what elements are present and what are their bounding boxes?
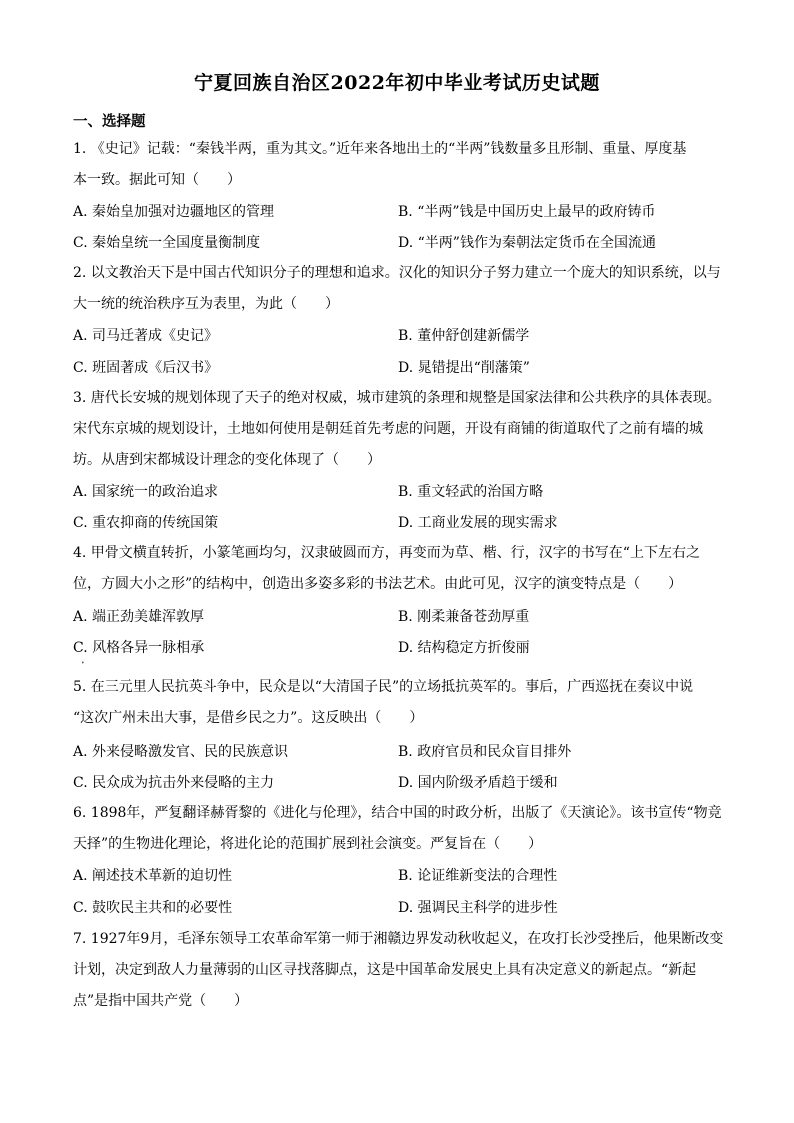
question-line: 天择”的生物进化理论，将进化论的范围扩展到社会演变。严复旨在（ ） [73, 836, 543, 852]
question-line: 2. 以文教治天下是中国古代知识分子的理想和追求。汉化的知识分子努力建立一个庞大的知识系统，以与 [73, 265, 721, 281]
question-line: 本一致。据此可知（ ） [73, 172, 241, 188]
option-b: B. “半两”钱是中国历史上最早的政府铸币 [398, 204, 656, 220]
option-c: C. 重农抑商的传统国策 [73, 515, 219, 531]
option-d: D. 国内阶级矛盾趋于缓和 [398, 775, 558, 791]
section-heading: 一、选择题 [73, 113, 146, 130]
question-line: 点”是指中国共产党（ ） [73, 993, 249, 1009]
option-b: B. 董仲舒创建新儒学 [398, 328, 530, 344]
option-d: D. “半两”钱作为秦朝法定货币在全国流通 [398, 235, 656, 251]
option-a: A. 司马迁著成《史记》 [73, 328, 219, 344]
question-line: 3. 唐代长安城的规划体现了天子的绝对权威，城市建筑的条理和规整是国家法律和公共秩序的具体表现。 [73, 390, 721, 406]
option-a: A. 阐述技术革新的迫切性 [73, 868, 233, 884]
option-a: A. 外来侵略激发官、民的民族意识 [73, 744, 289, 760]
option-c: C. 秦始皇统一全国度量衡制度 [73, 235, 261, 251]
option-b: B. 重文轻武的治国方略 [398, 484, 544, 500]
question-4 [73, 538, 725, 600]
question-line: 7. 1927年9月，毛泽东领导工农革命军第一师于湘赣边界发动秋收起义，在攻打长沙受挫后，他果断改变 [73, 931, 724, 947]
question-1 [73, 134, 725, 196]
option-b: B. 刚柔兼备苍劲厚重 [398, 609, 530, 625]
stray-mark: • [81, 660, 85, 667]
option-b: B. 论证维新变法的合理性 [398, 868, 558, 884]
question-line: 计划，决定到敌人力量薄弱的山区寻找落脚点，这是中国革命发展史上具有决定意义的新起点。“新起 [73, 962, 697, 978]
option-b: B. 政府官员和民众盲目排外 [398, 744, 572, 760]
question-line: “这次广州未出大事，是借乡民之力”。这反映出（ ） [73, 710, 424, 726]
question-3 [73, 383, 725, 476]
option-c: C. 班固著成《后汉书》 [73, 360, 219, 376]
page-title: 宁夏回族自治区2022年初中毕业考试历史试题 [194, 72, 600, 94]
question-line: 4. 甲骨文横直转折，小篆笔画均匀，汉隶破圆而方，再变而为草、楷、行，汉字的书写在“上下左右之 [73, 545, 700, 561]
option-c: C. 风格各异一脉相承 [73, 640, 205, 656]
question-line: 大一统的统治秩序互为表里，为此（ ） [73, 296, 339, 312]
option-d: D. 工商业发展的现实需求 [398, 515, 558, 531]
question-line: 位，方圆大小之形”的结构中，创造出多姿多彩的书法艺术。由此可见，汉字的演变特点是（ ） [73, 576, 683, 592]
question-5 [73, 672, 725, 734]
option-d: D. 强调民主科学的进步性 [398, 900, 558, 916]
question-line: 1. 《史记》记载：“秦钱半两，重为其文。”近年来各地出土的“半两”钱数量多且形制、重量、厚度基 [73, 141, 687, 157]
option-c: C. 民众成为抗击外来侵略的主力 [73, 775, 275, 791]
option-a: A. 端正劲美雄浑敦厚 [73, 609, 205, 625]
question-line: 坊。从唐到宋都城设计理念的变化体现了（ ） [73, 452, 381, 468]
option-c: C. 鼓吹民主共和的必要性 [73, 900, 233, 916]
question-line: 宋代东京城的规划设计，土地如何使用是朝廷首先考虑的问题，开设有商铺的街道取代了之前有墙的城 [73, 421, 703, 437]
option-d: D. 结构稳定方折俊丽 [398, 640, 530, 656]
option-a: A. 秦始皇加强对边疆地区的管理 [73, 204, 275, 220]
question-6 [73, 798, 725, 860]
question-7 [73, 924, 725, 1017]
option-a: A. 国家统一的政治追求 [73, 484, 219, 500]
question-line: 5. 在三元里人民抗英斗争中，民众是以“大清国子民”的立场抵抗英军的。事后，广西巡抚在奏议中说 [73, 679, 694, 695]
question-2 [73, 258, 725, 320]
option-d: D. 晁错提出“削藩策” [398, 360, 530, 376]
question-line: 6. 1898年，严复翻译赫胥黎的《进化与伦理》，结合中国的时政分析，出版了《天演论》。该书宣传“物竞 [73, 805, 722, 821]
